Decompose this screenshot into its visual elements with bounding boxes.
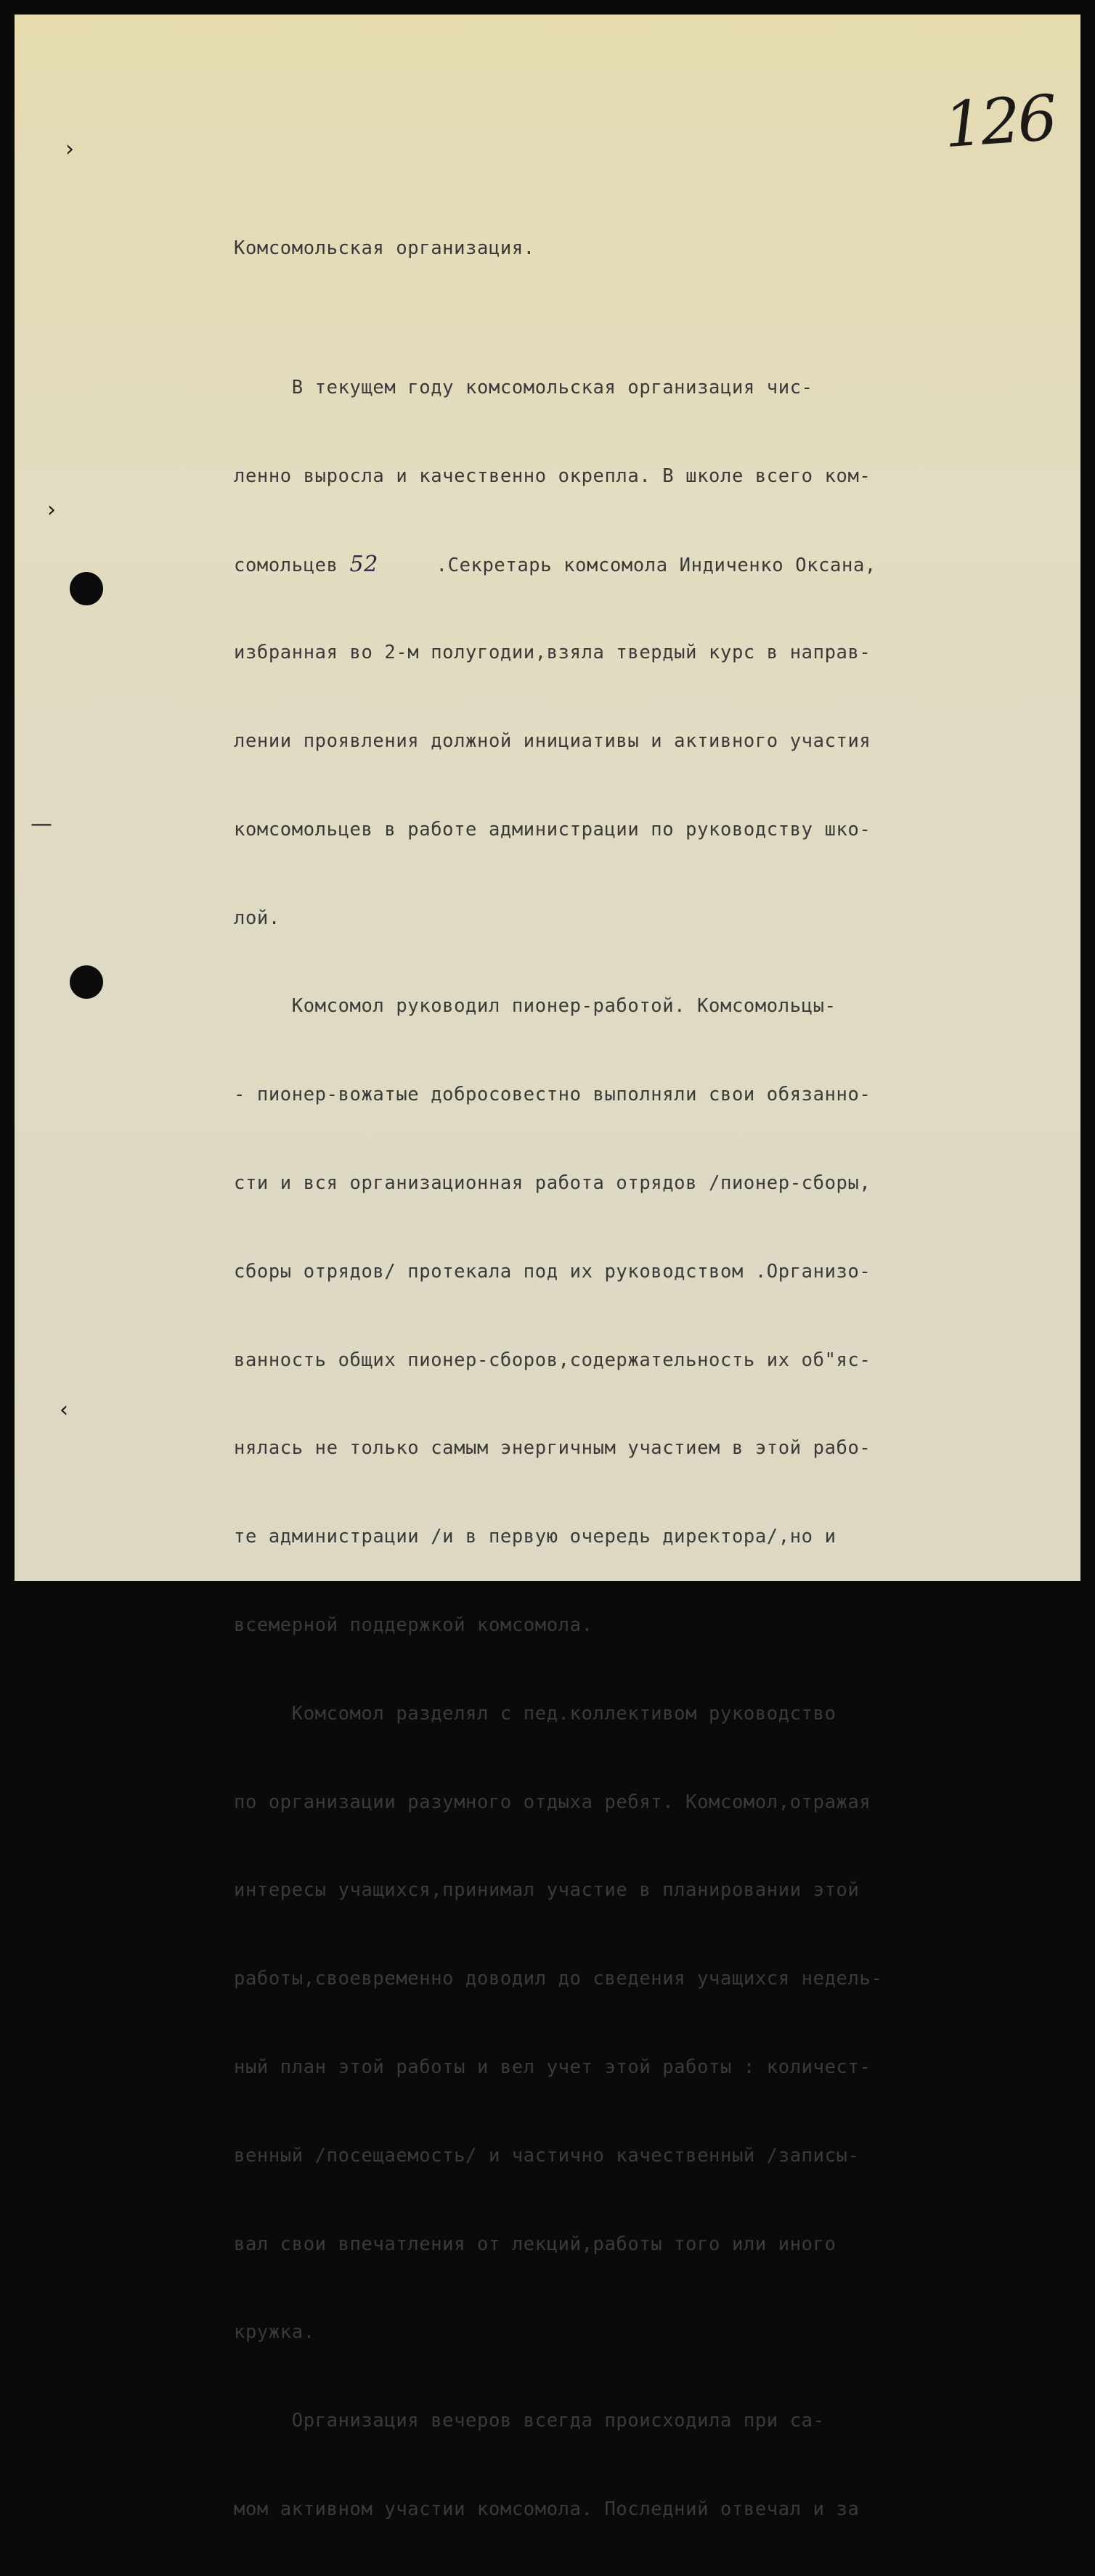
text-line: ный план этой работы и вел учет этой работы : количест-	[234, 2056, 871, 2078]
text-line: интересы учащихся,принимал участие в планировании этой	[234, 1879, 860, 1902]
text-line: работы,своевременно доводил до сведения учащихся недель-	[234, 1968, 883, 1990]
handwritten-count: 52	[349, 552, 378, 578]
page-number: 126	[941, 81, 1057, 163]
punch-hole-upper	[70, 572, 103, 605]
text-fragment: .Секретарь комсомола Индиченко Оксана,	[378, 555, 876, 577]
text-line: те администрации /и в первую очередь директора/,но и	[234, 1526, 836, 1548]
text-line	[234, 542, 1018, 587]
text-line: сборы отрядов/ протекала под их руководством .Организо-	[234, 1260, 871, 1283]
typed-text	[234, 183, 1018, 2576]
edge-mark-icon: ›	[47, 497, 56, 523]
text-line: лой.	[234, 907, 280, 929]
text-line: всемерной поддержкой комсомола.	[234, 1614, 593, 1636]
text-line: комсомольцев в работе администрации по руководству шко-	[234, 818, 871, 841]
text-line: - пионер-вожатые добросовестно выполняли свои обязанно-	[234, 1084, 871, 1106]
text-line: сти и вся организационная работа отрядов /пионер-сборы,	[234, 1172, 871, 1194]
section-heading: Комсомольская организация.	[234, 237, 535, 259]
text-line: избранная во 2-м полугодии,взяла твердый курс в направ-	[234, 642, 871, 664]
text-line: Комсомол руководил пионер-работой. Комсомольцы-	[234, 995, 836, 1018]
text-line: по организации разумного отдыха ребят. Комсомол,отражая	[234, 1791, 871, 1813]
text-line: Организация вечеров всегда происходила при са-	[234, 2410, 825, 2432]
text-line: мом активном участии комсомола. Последний отвечал и за	[234, 2498, 860, 2520]
edge-mark-icon: ›	[65, 136, 74, 162]
text-line: ленно выросла и качественно окрепла. В школе всего ком-	[234, 465, 871, 487]
edge-mark-icon: —	[30, 811, 52, 837]
text-fragment: сомольцев	[234, 555, 338, 577]
punch-hole-lower	[70, 965, 103, 999]
text-line: В текущем году комсомольская организация чис-	[234, 376, 813, 398]
text-line: кружка.	[234, 2321, 315, 2344]
text-line: вал свои впечатления от лекций,работы того или иного	[234, 2233, 836, 2255]
text-line: венный /посещаемость/ и частично качественный /записы-	[234, 2144, 860, 2167]
text-line: лении проявления должной инициативы и активного участия	[234, 729, 871, 752]
text-line: ванность общих пионер-сборов,содержательность их об"яс-	[234, 1349, 871, 1371]
text-line: нялась не только самым энергичным участием в этой рабо-	[234, 1437, 871, 1460]
text-line: Комсомол разделял с пед.коллективом руководство	[234, 1702, 836, 1725]
edge-mark-icon: ‹	[60, 1397, 68, 1423]
document-page	[15, 15, 1080, 2520]
